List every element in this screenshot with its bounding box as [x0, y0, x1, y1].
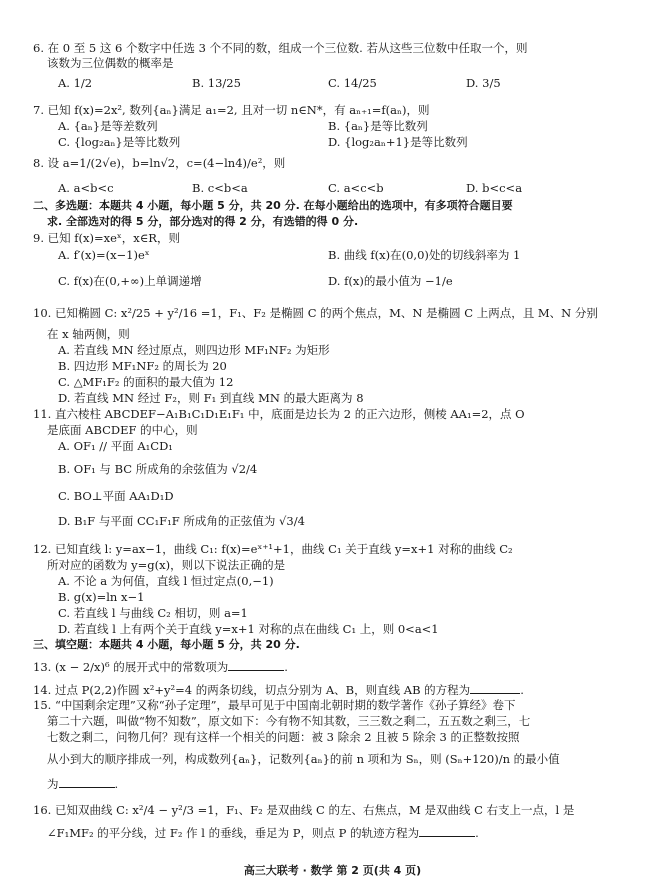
q16-period: .	[475, 826, 479, 840]
q9-stem: 9. 已知 f(x)=xeˣ，x∈R，则	[33, 231, 180, 245]
q14-text: 14. 过点 P(2,2)作圆 x²+y²=4 的两条切线，切点分别为 A、B，则直线 AB 的方程为	[33, 683, 471, 697]
q15-line5	[47, 776, 118, 791]
q16-line2	[47, 825, 479, 840]
q11-option-a: A. OF₁ // 平面 A₁CD₁	[58, 439, 173, 453]
q15-line4: 从小到大的顺序排成一列，构成数列{aₙ}，记数列{aₙ}的前 n 项和为 Sₙ，则 (Sₙ+120)/n 的最小值	[47, 752, 560, 766]
section2-header-line2: 求. 全部选对的得 5 分，部分选对的得 2 分，有选错的得 0 分.	[47, 215, 359, 228]
q10-option-c: C. △MF₁F₂ 的面积的最大值为 12	[58, 375, 234, 389]
q12-option-d: D. 若直线 l 上有两个关于直线 y=x+1 对称的点在曲线 C₁ 上，则 0<a<1	[58, 622, 439, 636]
q6-stem-line2: 该数为三位偶数的概率是	[47, 56, 174, 70]
q6-option-a: A. 1/2	[58, 76, 93, 90]
q13-line	[33, 659, 288, 674]
q8-option-a: A. a<b<c	[58, 181, 114, 195]
q9-option-c: C. f(x)在(0,+∞)上单调递增	[58, 274, 202, 288]
q7-option-b: B. {aₙ}是等比数列	[328, 119, 428, 133]
q7-option-d: D. {log₂aₙ+1}是等比数列	[328, 135, 468, 149]
q8-option-d: D. b<c<a	[466, 181, 523, 195]
page-footer: 高三大联考 · 数学 第 2 页(共 4 页)	[243, 864, 422, 877]
q15-line3: 七数之剩二，问物几何？现有这样一个相关的问题：被 3 除余 2 且被 5 除余 3 的正整数按照	[47, 730, 520, 744]
q10-stem-line2: 在 x 轴两侧，则	[47, 327, 130, 341]
q13-period: .	[284, 660, 288, 674]
section3-header: 三、填空题：本题共 4 小题，每小题 5 分，共 20 分.	[33, 638, 300, 651]
section2-header-line1: 二、多选题：本题共 4 小题，每小题 5 分，共 20 分. 在每小题给出的选项中，有多项符合题目要	[33, 199, 513, 212]
q12-stem-line1: 12. 已知直线 l: y=ax−1，曲线 C₁: f(x)=eˣ⁺¹+1，曲线 C₁ 关于直线 y=x+1 对称的曲线 C₂	[33, 542, 513, 556]
q15-text-end: 为	[47, 777, 59, 791]
q9-option-d: D. f(x)的最小值为 −1/e	[328, 274, 453, 288]
q9-option-a: A. f′(x)=(x−1)eˣ	[58, 248, 150, 262]
q10-option-b: B. 四边形 MF₁NF₂ 的周长为 20	[58, 359, 227, 373]
q16-answer-blank	[419, 825, 475, 837]
q14-period: .	[520, 683, 524, 697]
q13-answer-blank	[228, 659, 284, 671]
q12-option-c: C. 若直线 l 与曲线 C₂ 相切，则 a=1	[58, 606, 248, 620]
q15-answer-blank	[59, 776, 115, 788]
q13-text: 13. (x − 2/x)⁶ 的展开式中的常数项为	[33, 660, 229, 674]
q16-line1: 16. 已知双曲线 C: x²/4 − y²/3 =1，F₁、F₂ 是双曲线 C 的左、右焦点，M 是双曲线 C 右支上一点，l 是	[33, 803, 575, 817]
q11-option-d: D. B₁F 与平面 CC₁F₁F 所成角的正弦值为 √3/4	[58, 514, 305, 528]
q6-stem-line1: 6. 在 0 至 5 这 6 个数字中任选 3 个不同的数，组成一个三位数. 若从这些三位数中任取一个，则	[33, 41, 528, 55]
q7-option-c: C. {log₂aₙ}是等比数列	[58, 135, 181, 149]
q11-option-b: B. OF₁ 与 BC 所成角的余弦值为 √2/4	[58, 462, 258, 476]
q7-option-a: A. {aₙ}是等差数列	[58, 119, 158, 133]
q7-stem: 7. 已知 f(x)=2x², 数列{aₙ}满足 a₁=2, 且对一切 n∈N*，有 aₙ₊₁=f(aₙ)，则	[33, 103, 430, 117]
q10-option-d: D. 若直线 MN 经过 F₂，则 F₁ 到直线 MN 的最大距离为 8	[58, 391, 364, 405]
q16-text: ∠F₁MF₂ 的平分线，过 F₂ 作 l 的垂线，垂足为 P，则点 P 的轨迹方程为	[47, 826, 420, 840]
q12-option-b: B. g(x)=ln x−1	[58, 590, 145, 604]
q15-line2: 第二十六题，叫做“物不知数”，原文如下：今有物不知其数，三三数之剩二，五五数之剩三，七	[47, 714, 531, 728]
q14-line	[33, 682, 524, 697]
q11-stem-line2: 是底面 ABCDEF 的中心，则	[47, 423, 198, 437]
q15-period: .	[114, 777, 119, 791]
q8-stem: 8. 设 a=1/(2√e)，b=ln√2，c=(4−ln4)/e²，则	[33, 156, 286, 170]
q6-option-b: B. 13/25	[192, 76, 241, 90]
q14-answer-blank	[470, 682, 520, 694]
q6-option-d: D. 3/5	[466, 76, 501, 90]
q10-stem-line1: 10. 已知椭圆 C: x²/25 + y²/16 =1，F₁、F₂ 是椭圆 C 的两个焦点，M、N 是椭圆 C 上两点，且 M、N 分别	[33, 306, 598, 320]
q11-option-c: C. BO⊥平面 AA₁D₁D	[58, 489, 174, 503]
q8-option-b: B. c<b<a	[192, 181, 248, 195]
q6-option-c: C. 14/25	[328, 76, 377, 90]
q8-option-c: C. a<c<b	[328, 181, 384, 195]
q12-option-a: A. 不论 a 为何值，直线 l 恒过定点(0,−1)	[58, 574, 274, 588]
q9-option-b: B. 曲线 f(x)在(0,0)处的切线斜率为 1	[328, 248, 521, 262]
q15-line1: 15. “中国剩余定理”又称“孙子定理”，最早可见于中国南北朝时期的数学著作《孙子算经》卷下	[33, 698, 516, 712]
q12-stem-line2: 所对应的函数为 y=g(x)，则以下说法正确的是	[47, 558, 286, 572]
q10-option-a: A. 若直线 MN 经过原点，则四边形 MF₁NF₂ 为矩形	[58, 343, 330, 357]
q11-stem-line1: 11. 直六棱柱 ABCDEF−A₁B₁C₁D₁E₁F₁ 中，底面是边长为 2 的正六边形，侧棱 AA₁=2，点 O	[33, 407, 525, 421]
